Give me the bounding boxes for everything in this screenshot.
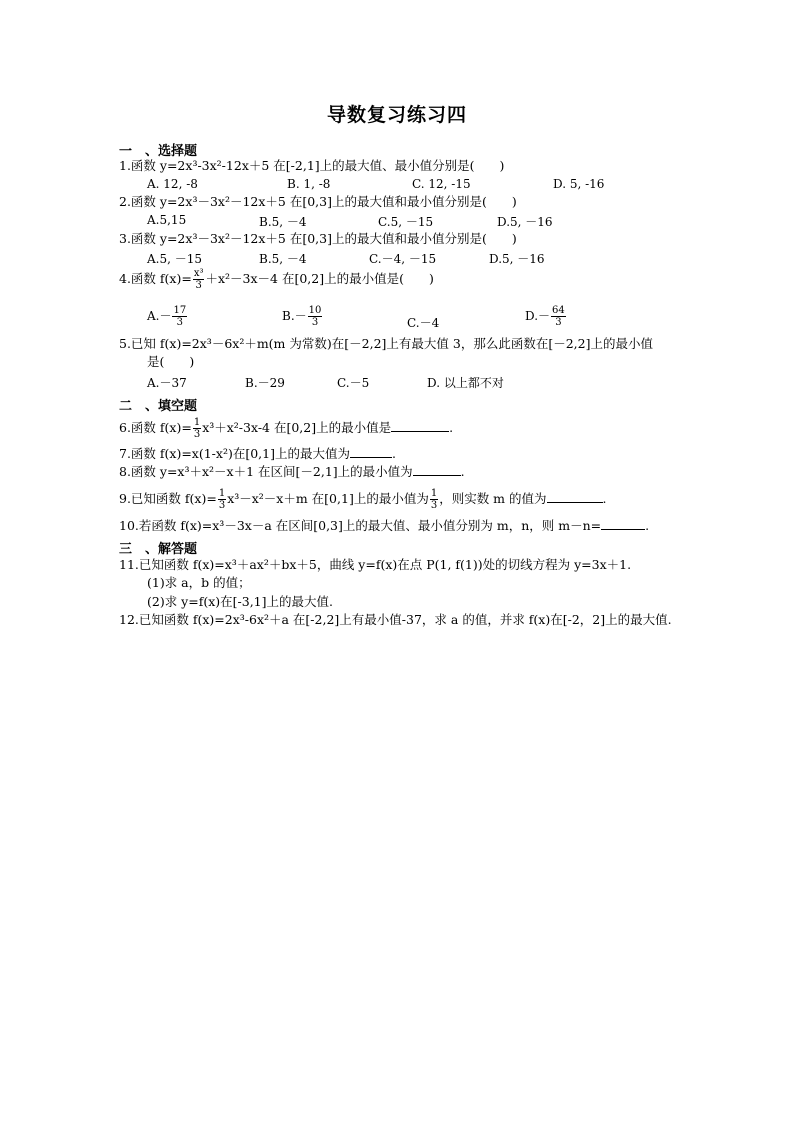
question-12-stem: 12.已知函数 f(x)=2x³-6x²＋a 在[-2,2]上有最小值-37，求 a 的值，并求 f(x)在[-2，2]上的最大值. [119,612,672,627]
option-c: C. 12, -15 [412,177,471,191]
option-d: D. 5, -16 [553,177,605,191]
option-d [525,305,567,328]
fraction [218,488,226,511]
denominator: 3 [311,317,319,328]
q10-end: . [645,518,650,533]
answer-blank[interactable] [601,518,645,530]
fraction [430,488,438,511]
q4-text-post: ＋x²－3x－4 在[0,2]上的最小值是( ) [205,271,434,286]
q8-text: 8.函数 y=x³＋x²－x＋1 在区间[－2,1]上的最小值为 [119,464,413,479]
page-title: 导数复习练习四 [326,104,467,126]
denominator: 3 [218,500,226,511]
fraction [172,305,187,328]
question-8 [119,464,465,480]
option-b: B. 1, -8 [287,177,331,191]
q7-end: . [391,446,396,461]
answer-blank[interactable] [391,420,449,432]
denominator: 3 [195,280,202,291]
numerator: 64 [552,305,565,316]
option-c: C.5, －15 [378,215,434,229]
q9-text-pre: 9.已知函数 f(x)= [119,491,217,506]
question-9 [119,488,607,511]
fraction [551,305,566,328]
q9-text-post: ，则实数 m 的值为 [439,491,547,506]
q4-text-pre: 4.函数 f(x)= [119,271,192,286]
section-heading-choice: 一 、选择题 [119,144,198,159]
q8-end: . [460,464,465,479]
q6-text-pre: 6.函数 f(x)= [119,420,192,435]
option-a: A. 12, -8 [147,177,198,191]
q10-text: 10.若函数 f(x)=x³－3x－a 在区间[0,3]上的最大值、最小值分别为 m，n，则 m－n= [119,518,602,533]
option-a: A.5, －15 [147,252,203,266]
q9-end: . [602,491,607,506]
option-a: A.－37 [147,376,187,390]
question-6 [119,417,453,440]
q9-text-mid: x³－x²－x＋m 在[0,1]上的最小值为 [227,491,429,506]
answer-blank[interactable] [413,464,461,476]
option-a: A.5,15 [147,213,187,227]
fraction [193,417,201,440]
q6-end: . [449,420,454,435]
question-5-stem: 5.已知 f(x)=2x³－6x²＋m(m 为常数)在[－2,2]上有最大值 3，那么此函数在[－2,2]上的最小值 [119,336,653,351]
question-11-part-1: (1)求 a，b 的值； [147,575,251,590]
option-b [282,305,323,328]
q6-text-post: x³＋x²-3x-4 在[0,2]上的最小值是 [202,420,392,435]
fraction [308,305,323,328]
question-10 [119,518,649,534]
denominator: 3 [430,500,438,511]
option-c: C.－4, －15 [369,252,437,266]
question-7 [119,446,396,462]
question-4-stem [119,268,434,291]
question-2-stem: 2.函数 y=2x³－3x²－12x＋5 在[0,3]上的最大值和最小值分别是( ) [119,194,517,209]
option-a-label: A.－ [147,309,172,323]
option-d: D. 以上都不对 [427,376,504,390]
option-c: C.－5 [337,376,370,390]
option-b: B.5, －4 [259,252,307,266]
question-1-stem: 1.函数 y=2x³-3x²-12x＋5 在[-2,1]上的最大值、最小值分别是( ) [119,158,505,173]
option-d: D.5, －16 [489,252,545,266]
question-5-stem-cont: 是( ) [147,354,195,369]
numerator: x³ [193,268,204,279]
option-b: B.－29 [245,376,285,390]
denominator: 3 [176,317,184,328]
numerator: 1 [218,488,226,499]
numerator: 10 [308,305,322,316]
answer-blank[interactable] [547,491,603,503]
q7-text: 7.函数 f(x)=x(1-x²)在[0,1]上的最大值为 [119,446,350,461]
numerator: 1 [430,488,438,499]
answer-blank[interactable] [350,446,392,458]
option-c: C.－4 [407,316,440,330]
numerator: 1 [193,417,201,428]
section-heading-answer: 三 、解答题 [119,542,198,557]
question-3-stem: 3.函数 y=2x³－3x²－12x＋5 在[0,3]上的最大值和最小值分别是( ) [119,231,517,246]
option-a [147,305,188,328]
fraction [193,268,205,291]
option-d-label: D.－ [525,309,551,323]
denominator: 3 [193,429,201,440]
question-11-stem: 11.已知函数 f(x)=x³＋ax²＋bx＋5，曲线 y=f(x)在点 P(1, f(1))处的切线方程为 y=3x＋1. [119,557,632,572]
question-11-part-2: (2)求 y=f(x)在[-3,1]上的最大值. [147,594,333,609]
numerator: 17 [173,305,187,316]
option-b: B.5, －4 [259,215,307,229]
denominator: 3 [555,317,562,328]
option-d: D.5, －16 [497,215,553,229]
section-heading-fill: 二 、填空题 [119,399,198,414]
option-b-label: B.－ [282,309,307,323]
